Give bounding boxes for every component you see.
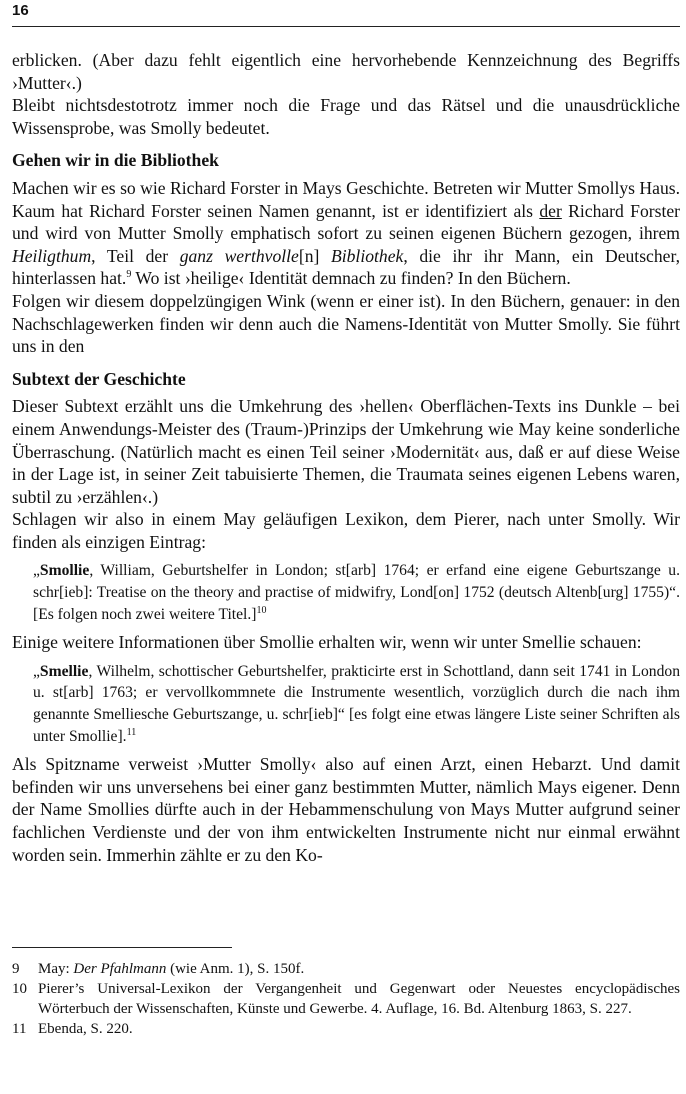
footnotes [12, 959, 680, 1039]
footnote [12, 959, 680, 979]
footnote-text: Pierer’s Universal-Lexikon der Vergangenheit und Gegenwart oder Neuestes encyclopädisches Wörterbuch der Wissenschaften, Künste und Gewerbe. 4. Auflage, 16. Bd. Altenburg 1863, S. 227. [38, 981, 680, 1017]
document-page [12, 0, 681, 1037]
paragraph: Dieser Subtext erzählt uns die Umkehrung des ›hellen‹ Oberflächen-Texts ins Dunkle – bei einem Anwendungs-Meister des (Traum-)Prinzips der Umkehrung wie May keine sonderliche Überraschung. (Natürlich macht es einen Teil seiner ›Modernität‹ aus, daß er auf diese Weise in der Lage ist, in seiner Zeit tabuisierte Themen, die Traumata seines eigenen Lebens waren, subtil zu ›erzählen‹.) [12, 396, 680, 507]
paragraph: Bleibt nichtsdestotrotz immer noch die Frage und das Rätsel und die unausdrückliche Wissensprobe, was Smolly bedeutet. [12, 95, 680, 138]
entry-name: Smellie [39, 662, 89, 680]
block-quote [33, 661, 680, 747]
entry-name: Smollie [39, 562, 90, 580]
text-run: , William, Geburtshelfer in London; st[arb] 1764; er erfand eine eigene Geburtszange u. schr[ieb]: Treatise on the theory and practise of midwifry, Lond[on] 1752 (deutsch Altenb[urg] 1755)“. [Es folgen noch zwei weitere Titel.] [33, 562, 680, 623]
footnote-divider [12, 947, 232, 948]
text-run: , Wilhelm, schottischer Geburtshelfer, prakticirte erst in Schottland, dann seit 1741 in London u. st[arb] 1763; er vervollkommnete die Instrumente wesentlich, vorzüglich durch die nach ihm genannte Smelliesche Geburtszange, u. schr[ieb]“ [es folgt eine etwas längere Liste seiner Schriften als unter Smollie]. [33, 662, 680, 745]
page-header [12, 0, 680, 27]
footnote-text: Ebenda, S. 220. [38, 1021, 133, 1037]
paragraph: erblicken. (Aber dazu fehlt eigentlich eine hervorhebende Kennzeichnung des Begriffs ›Mutter‹.) [12, 50, 680, 93]
quote-mark: „ [33, 662, 40, 680]
italic-word: ganz werthvolle [179, 245, 299, 266]
quote-mark: „ [33, 562, 40, 580]
footnote-marker: 9 [126, 269, 132, 281]
paragraph [12, 177, 680, 290]
underlined-word: der [539, 200, 562, 221]
italic-word: Heiligthum [12, 245, 92, 266]
text-run: Richard Forster und wird von Mutter Smolly emphatisch sofort zu seinen eigenen Büchern gezogen, ihrem [12, 200, 680, 244]
italic-word: Bibliothek [331, 245, 404, 266]
block-quote [33, 560, 680, 625]
text-run: (wie Anm. 1), S. 150f. [166, 961, 305, 977]
footnote-marker: 10 [256, 604, 267, 616]
footnote [12, 1019, 680, 1039]
footnote [12, 979, 680, 1019]
section-heading: Subtext der Geschichte [12, 368, 186, 389]
footnote-number: 11 [12, 1021, 27, 1037]
footnote-number: 10 [12, 981, 27, 997]
text-run: , Teil der [91, 245, 180, 266]
footnote-text [38, 959, 680, 979]
text-run: May: [38, 961, 74, 977]
section-heading: Gehen wir in die Bibliothek [12, 150, 219, 171]
page-number: 16 [12, 2, 29, 19]
body-text [12, 49, 680, 866]
text-run: Machen wir es so wie Richard Forster in Mays Geschichte. Betreten wir Mutter Smollys Haus. Kaum hat Richard Forster seinen Namen genannt, ist er identifiziert als [12, 177, 680, 221]
footnote-marker: 11 [126, 726, 137, 738]
italic-title: Der Pfahlmann [73, 961, 167, 977]
text-run: , die ihr ihr Mann, ein Deutscher, hinterlassen hat. [12, 245, 681, 289]
footnote-number: 9 [12, 961, 20, 977]
paragraph: Einige weitere Informationen über Smollie erhalten wir, wenn wir unter Smellie schauen: [12, 632, 642, 653]
paragraph: Folgen wir diesem doppelzüngigen Wink (wenn er einer ist). In den Büchern, genauer: in den Nachschlagewerken finden wir denn auch die Namens-Identität von Mutter Smolly. Sie führt uns in den [12, 290, 680, 357]
text-run: Wo ist ›heilige‹ Identität demnach zu finden? In den Büchern. [131, 268, 571, 289]
paragraph: Schlagen wir also in einem May geläufigen Lexikon, dem Pierer, nach unter Smolly. Wir finden als einzigen Eintrag: [12, 509, 680, 552]
text-run: [n] [298, 245, 331, 266]
paragraph: Als Spitzname verweist ›Mutter Smolly‹ also auf einen Arzt, einen Hebarzt. Und damit befinden wir uns unversehens bei einer ganz bestimmten Mutter, nämlich Mays eigener. Denn der Name Smollies dürfte auch in der Hebammenschulung von Mays Mutter aufgrund seiner fachlichen Verdienste und der von ihm entwickelten Instrumente nicht nur einmal erwähnt worden sein. Immerhin zählte er zu den Ko- [12, 754, 680, 865]
